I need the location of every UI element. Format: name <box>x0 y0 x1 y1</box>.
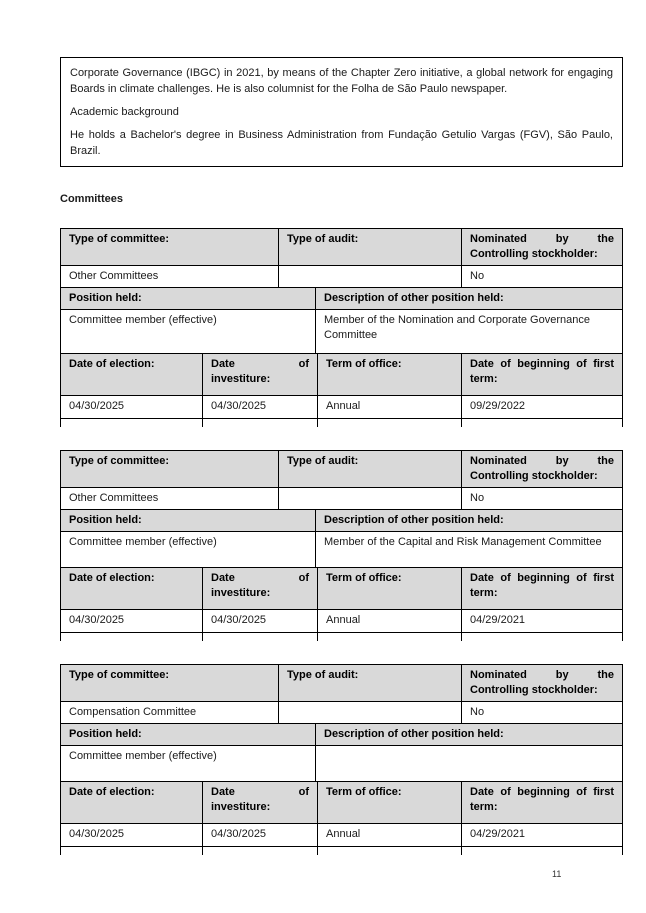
value-term-of-office: Annual <box>317 396 461 418</box>
table-clipped-row <box>60 633 623 641</box>
table-row <box>61 354 622 396</box>
value-type-of-audit <box>278 488 461 509</box>
label-position-held: Position held: <box>61 724 315 745</box>
value-type-of-audit <box>278 266 461 287</box>
table-row <box>61 532 622 568</box>
bio-paragraph-academic-background: Academic background <box>70 106 179 118</box>
value-description-of-other-position: Member of the Capital and Risk Management Committee <box>315 532 622 567</box>
table-row <box>61 724 622 746</box>
value-date-of-election: 04/30/2025 <box>69 828 125 840</box>
bio-paragraph-1: Corporate Governance (IBGC) in 2021, by means of the Chapter Zero initiative, a global network for engaging Boards in climate challenges. He is also columnist for the Folha de São Paulo newspaper. <box>70 67 613 95</box>
value-nominated: No <box>461 702 622 723</box>
value-nominated: No <box>461 266 622 287</box>
value-type-of-committee: Other Committees <box>69 270 159 282</box>
label-term-of-office: Term of office: <box>317 354 461 395</box>
label-position-held: Position held: <box>61 288 315 309</box>
table-row <box>61 702 622 724</box>
value-position-held: Committee member (effective) <box>69 536 217 548</box>
label-date-of-investiture: Date of investiture: <box>202 568 317 609</box>
label-nominated-by-controlling-stockholder: Nominated by the Controlling stockholder: <box>461 451 622 487</box>
label-term-of-office: Term of office: <box>317 782 461 823</box>
label-date-of-beginning-of-first-term: Date of beginning of first term: <box>461 354 622 395</box>
label-nominated-by-controlling-stockholder: Nominated by the Controlling stockholder: <box>461 229 622 265</box>
label-nominated-by-controlling-stockholder: Nominated by the Controlling stockholder: <box>461 665 622 701</box>
label-description-of-other-position: Description of other position held: <box>315 724 622 745</box>
label-date-of-beginning-of-first-term: Date of beginning of first term: <box>461 782 622 823</box>
value-position-held: Committee member (effective) <box>69 314 217 326</box>
table-clipped-row <box>60 419 623 427</box>
value-nominated: No <box>461 488 622 509</box>
label-date-of-election: Date of election: <box>61 568 202 609</box>
value-type-of-committee: Compensation Committee <box>69 706 197 718</box>
value-date-of-beginning-of-first-term: 09/29/2022 <box>461 396 622 418</box>
section-heading-committees: Committees <box>60 193 123 205</box>
table-row <box>61 310 622 354</box>
committee-table-1 <box>60 228 623 419</box>
bio-text-box <box>60 57 623 167</box>
label-date-of-election: Date of election: <box>61 354 202 395</box>
label-description-of-other-position: Description of other position held: <box>315 288 622 309</box>
label-type-of-audit: Type of audit: <box>278 451 461 487</box>
table-row <box>61 665 622 702</box>
value-date-of-investiture: 04/30/2025 <box>202 824 317 846</box>
label-type-of-audit: Type of audit: <box>278 229 461 265</box>
value-position-held: Committee member (effective) <box>69 750 217 762</box>
committee-table-2 <box>60 450 623 633</box>
table-row <box>61 288 622 310</box>
label-description-of-other-position: Description of other position held: <box>315 510 622 531</box>
value-date-of-investiture: 04/30/2025 <box>202 610 317 632</box>
table-row <box>61 396 622 418</box>
table-row <box>61 568 622 610</box>
label-position-held: Position held: <box>61 510 315 531</box>
bio-paragraph-2: He holds a Bachelor's degree in Business Administration from Fundação Getulio Vargas (FGV), São Paulo, Brazil. <box>70 129 613 157</box>
page-number: 11 <box>552 869 562 879</box>
value-date-of-election: 04/30/2025 <box>69 400 125 412</box>
value-date-of-investiture: 04/30/2025 <box>202 396 317 418</box>
label-type-of-audit: Type of audit: <box>278 665 461 701</box>
label-type-of-committee: Type of committee: <box>61 451 278 487</box>
value-date-of-beginning-of-first-term: 04/29/2021 <box>461 824 622 846</box>
table-row <box>61 510 622 532</box>
table-row <box>61 488 622 510</box>
label-date-of-investiture: Date of investiture: <box>202 354 317 395</box>
label-date-of-beginning-of-first-term: Date of beginning of first term: <box>461 568 622 609</box>
table-row <box>61 824 622 846</box>
committee-table-3 <box>60 664 623 847</box>
label-date-of-investiture: Date of investiture: <box>202 782 317 823</box>
table-row <box>61 451 622 488</box>
table-row <box>61 610 622 632</box>
table-row <box>61 266 622 288</box>
value-description-of-other-position: Member of the Nomination and Corporate Governance Committee <box>315 310 622 353</box>
table-row <box>61 229 622 266</box>
label-date-of-election: Date of election: <box>61 782 202 823</box>
value-date-of-election: 04/30/2025 <box>69 614 125 626</box>
value-term-of-office: Annual <box>317 824 461 846</box>
table-row <box>61 746 622 782</box>
table-row <box>61 782 622 824</box>
value-type-of-audit <box>278 702 461 723</box>
value-type-of-committee: Other Committees <box>69 492 159 504</box>
value-term-of-office: Annual <box>317 610 461 632</box>
table-clipped-row <box>60 847 623 855</box>
label-type-of-committee: Type of committee: <box>61 229 278 265</box>
label-type-of-committee: Type of committee: <box>61 665 278 701</box>
value-description-of-other-position <box>315 746 622 781</box>
value-date-of-beginning-of-first-term: 04/29/2021 <box>461 610 622 632</box>
page-content <box>60 57 623 855</box>
label-term-of-office: Term of office: <box>317 568 461 609</box>
